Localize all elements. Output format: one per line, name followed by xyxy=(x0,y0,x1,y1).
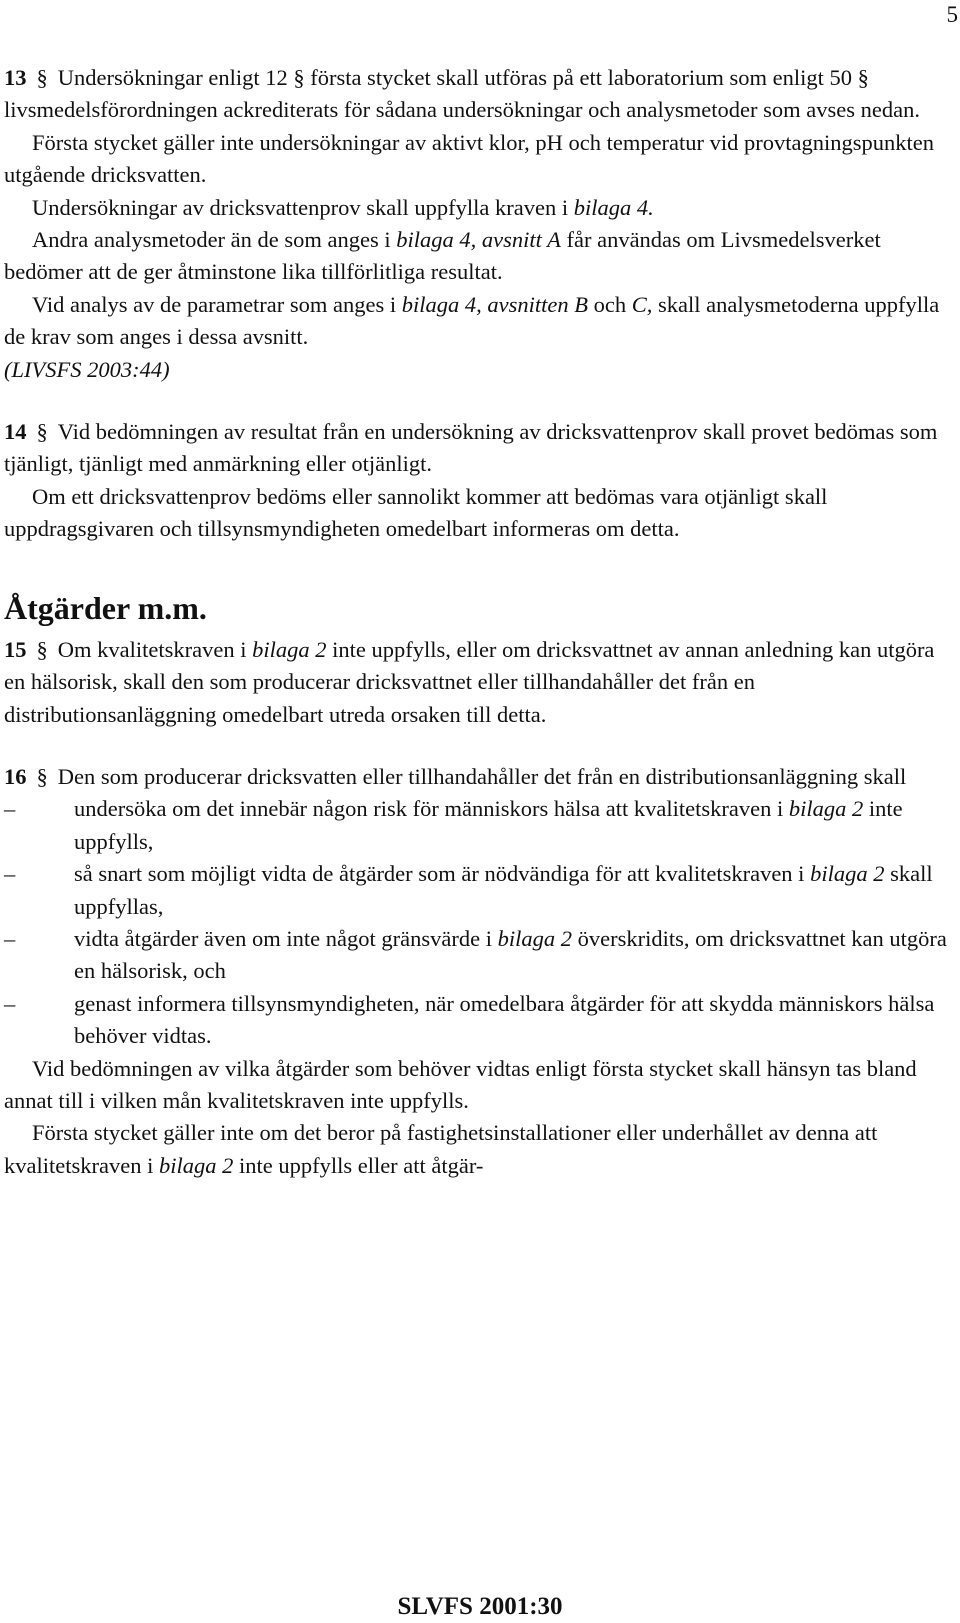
obligation-list xyxy=(4,793,956,1052)
section-16-intro: 16 § Den som producerar dricksvatten eller tillhandahåller det från en distributionsanläggning skall xyxy=(4,763,907,789)
section-14 xyxy=(4,416,956,546)
list-item: – vidta åtgärder även om inte något gränsvärde i bilaga 2 överskridits, om dricksvattnet kan utgöra en hälsorisk, och xyxy=(4,923,956,988)
section-number: 14 xyxy=(4,419,27,445)
section-number: 15 xyxy=(4,636,27,662)
section-13 xyxy=(4,62,956,386)
annex-reference: bilaga 4. xyxy=(573,194,654,220)
section-13-paragraph-4: Andra analysmetoder än de som anges i bilaga 4, avsnitt A får användas om Livsmedelsverket bedömer att de ger åtminstone lika tillförlitliga resultat. xyxy=(4,227,881,285)
annex-reference: bilaga 2 xyxy=(252,636,327,662)
section-13-paragraph-1: 13 § Undersökningar enligt 12 § första stycket skall utföras på ett laboratorium som enligt 50 § livsmedelsförordningen ackrediterats för sådana undersökningar och analysmetoder som avses nedan. xyxy=(4,65,920,123)
section-13-paragraph-2: Första stycket gäller inte undersökningar av aktivt klor, pH och temperatur vid provtagningspunkten utgående dricksvatten. xyxy=(4,129,935,188)
section-heading: Åtgärder m.m. xyxy=(4,589,207,626)
list-item: – genast informera tillsynsmyndigheten, när omedelbara åtgärder för att skydda människors hälsa behöver vidtas. xyxy=(4,988,956,1053)
section-16 xyxy=(4,761,956,1182)
dash-bullet-icon: – xyxy=(4,990,16,1016)
annex-reference: bilaga 2 xyxy=(497,925,572,951)
section-13-paragraph-3: Undersökningar av dricksvattenprov skall uppfylla kraven i bilaga 4. xyxy=(32,194,654,220)
annex-reference: bilaga 2 xyxy=(158,1152,234,1178)
document-body xyxy=(4,62,956,1182)
document-footer: SLVFS 2001:30 xyxy=(397,1593,563,1620)
amendment-reference: (LIVSFS 2003:44) xyxy=(4,356,170,382)
section-16-paragraph-2: Vid bedömningen av vilka åtgärder som behöver vidtas enligt första stycket skall hänsyn tas bland annat till i vilken mån kvalitetskraven inte uppfylls. xyxy=(4,1055,917,1113)
page-number: 5 xyxy=(946,2,958,27)
dash-bullet-icon: – xyxy=(4,925,16,951)
list-item: – så snart som möjligt vidta de åtgärder som är nödvändiga för att kvalitetskraven i bilaga 2 skall uppfyllas, xyxy=(4,858,956,923)
section-16-paragraph-3: Första stycket gäller inte om det beror på fastighetsinstallationer eller underhållet av denna att kvalitetskraven i bilaga 2 inte uppfylls eller att åtgär- xyxy=(4,1120,878,1178)
annex-reference: bilaga 4, avsnitt A xyxy=(396,227,561,253)
section-13-paragraph-5: Vid analys av de parametrar som anges i bilaga 4, avsnitten B och C, skall analysmetoderna uppfylla de krav som anges i dessa avsnitt. xyxy=(4,291,940,350)
section-number: 13 xyxy=(4,65,27,90)
paragraph-sign-icon: § xyxy=(36,636,48,662)
section-14-paragraph-1: 14 § Vid bedömningen av resultat från en undersökning av dricksvattenprov skall provet bedömas som tjänligt, tjänligt med anmärkning eller otjänligt. xyxy=(4,419,938,477)
list-item: – undersöka om det innebär någon risk för människors hälsa att kvalitetskraven i bilaga 2 inte uppfylls, xyxy=(4,793,956,858)
annex-reference: bilaga 2 xyxy=(788,796,864,822)
paragraph-sign-icon: § xyxy=(36,65,48,90)
paragraph-sign-icon: § xyxy=(36,419,48,445)
annex-reference: bilaga 4, avsnitten B xyxy=(401,291,589,317)
paragraph-sign-icon: § xyxy=(36,763,48,789)
section-15-paragraph-1: 15 § Om kvalitetskraven i bilaga 2 inte uppfylls, eller om dricksvattnet av annan anledning kan utgöra en hälsorisk, skall den som producerar dricksvattnet eller tillhandahåller det från en distributionsanläggning omedelbart utreda orsaken till detta. xyxy=(4,636,935,727)
section-15 xyxy=(4,634,956,731)
section-number: 16 xyxy=(4,763,27,789)
section-14-paragraph-2: Om ett dricksvattenprov bedöms eller sannolikt kommer att bedömas vara otjänligt skall uppdragsgivaren och tillsynsmyndigheten omedelbart informeras om detta. xyxy=(4,483,828,542)
annex-reference: bilaga 2 xyxy=(810,861,885,887)
dash-bullet-icon: – xyxy=(4,796,16,822)
dash-bullet-icon: – xyxy=(4,861,16,887)
annex-reference: C, xyxy=(631,291,653,317)
